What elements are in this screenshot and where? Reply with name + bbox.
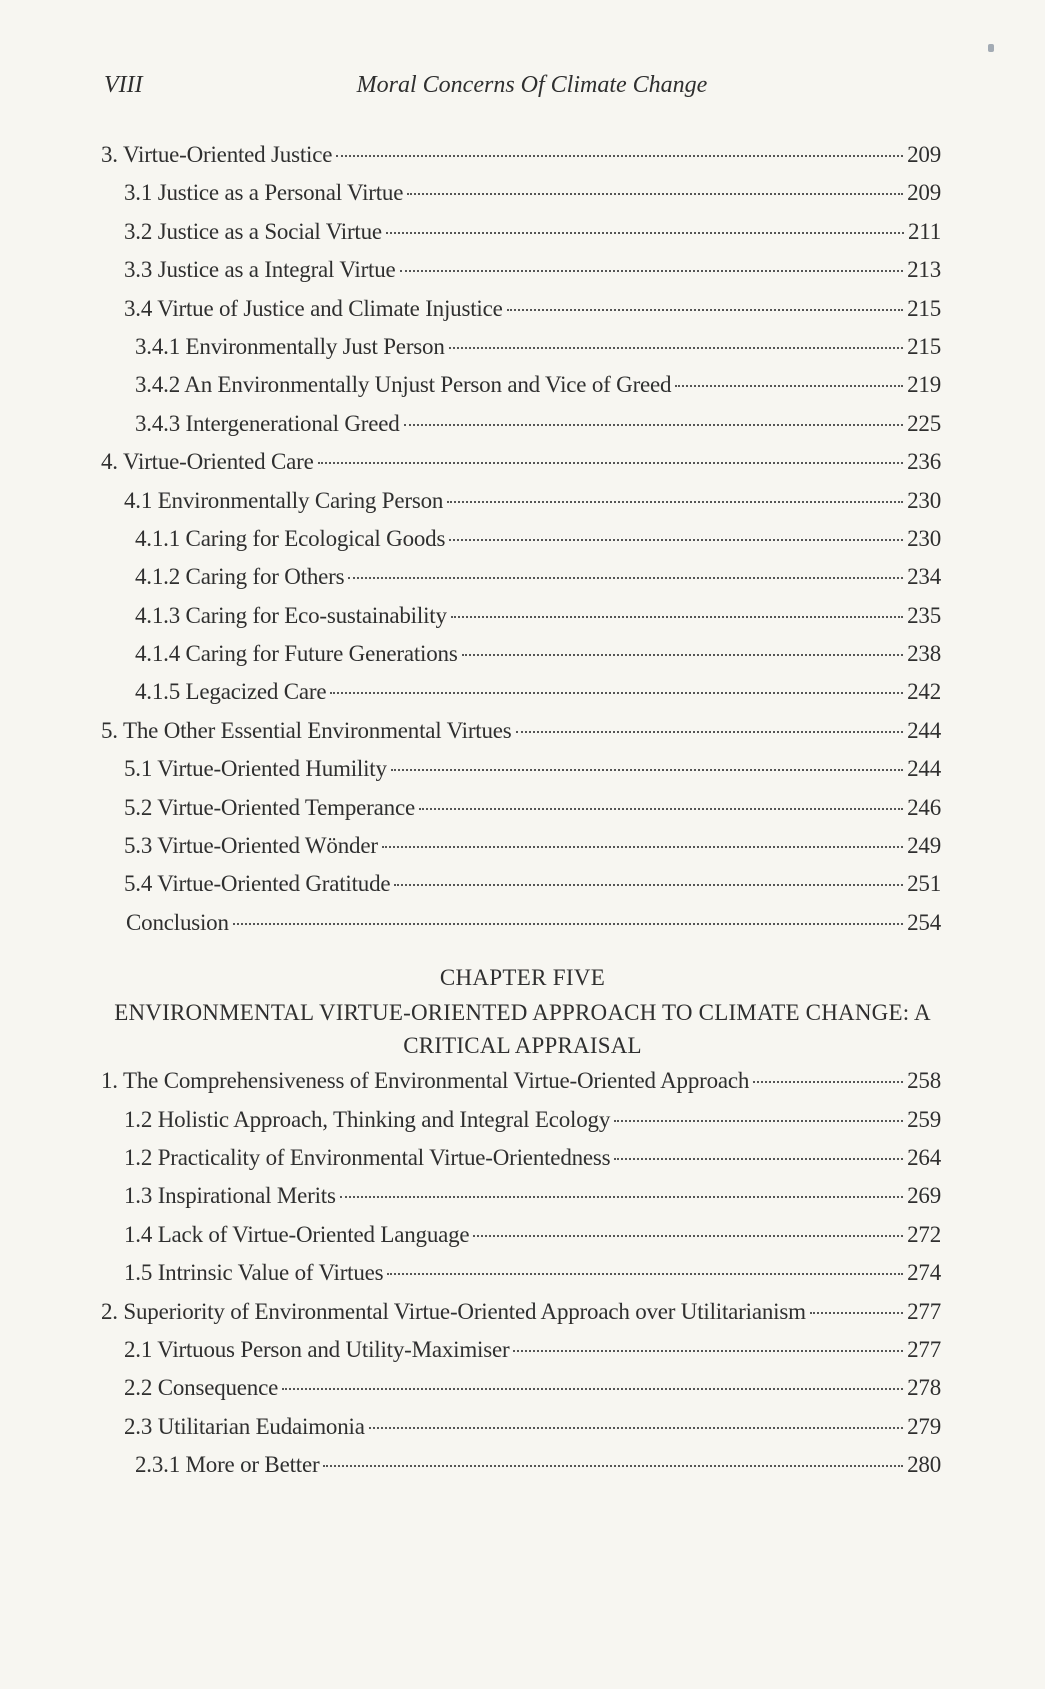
dot-leader xyxy=(387,1273,903,1275)
toc-entry-title: 4.1.1 Caring for Ecological Goods xyxy=(135,525,446,551)
dot-leader xyxy=(404,424,904,426)
toc-entry-page-number: 264 xyxy=(907,1144,941,1170)
dot-leader xyxy=(330,692,903,694)
toc-entry-title: 2. Superiority of Environmental Virtue-Oriented Approach over Utilitarianism xyxy=(101,1298,806,1324)
toc-entry xyxy=(0,219,1045,257)
dot-leader xyxy=(753,1081,903,1083)
dot-leader xyxy=(513,1350,903,1352)
toc-entry-page-number: 213 xyxy=(907,257,941,283)
speck-mark xyxy=(988,44,994,52)
dot-leader xyxy=(407,193,903,195)
toc-entry-page-number: 258 xyxy=(907,1068,941,1094)
toc-section-chapter-five xyxy=(0,1068,1045,1490)
toc-entry xyxy=(0,257,1045,295)
dot-leader xyxy=(614,1120,903,1122)
toc-entry-page-number: 249 xyxy=(907,833,941,859)
running-title: Moral Concerns Of Climate Change xyxy=(356,72,708,98)
toc-entry xyxy=(0,296,1045,334)
toc-entry-title: 4.1.5 Legacized Care xyxy=(135,679,327,705)
toc-entry xyxy=(0,871,1045,909)
toc-entry xyxy=(0,833,1045,871)
dot-leader xyxy=(394,884,903,886)
toc-entry xyxy=(0,180,1045,218)
toc-entry xyxy=(0,1222,1045,1260)
dot-leader xyxy=(318,462,903,464)
toc-entry-page-number: 280 xyxy=(907,1452,941,1478)
toc-entry-page-number: 269 xyxy=(907,1183,941,1209)
toc-entry xyxy=(0,1068,1045,1106)
toc-entry xyxy=(0,1183,1045,1221)
toc-entry-title: Conclusion xyxy=(126,909,229,935)
dot-leader xyxy=(340,1196,903,1198)
toc-entry-title: 2.3 Utilitarian Eudaimonia xyxy=(124,1413,365,1439)
toc-entry-page-number: 277 xyxy=(907,1336,941,1362)
toc-entry xyxy=(0,1337,1045,1375)
toc-entry-title: 1.2 Practicality of Environmental Virtue-Orientedness xyxy=(124,1144,611,1170)
toc-entry-page-number: 244 xyxy=(907,717,941,743)
dot-leader xyxy=(348,577,903,579)
toc-entry xyxy=(0,1145,1045,1183)
toc-entry-title: 3. Virtue-Oriented Justice xyxy=(101,142,333,167)
toc-entry-page-number: 230 xyxy=(907,525,941,551)
toc-entry-title: 5.1 Virtue-Oriented Humility xyxy=(124,756,387,782)
toc-entry-page-number: 215 xyxy=(907,333,941,359)
toc-entry-title: 4. Virtue-Oriented Care xyxy=(101,449,314,475)
toc-entry-title: 4.1 Environmentally Caring Person xyxy=(124,487,444,513)
toc-entry xyxy=(0,1107,1045,1145)
toc-entry xyxy=(0,564,1045,602)
toc-entry-page-number: 225 xyxy=(907,410,941,436)
toc-entry xyxy=(0,411,1045,449)
toc-entry-page-number: 274 xyxy=(907,1260,941,1286)
dot-leader xyxy=(323,1465,903,1467)
toc-entry xyxy=(0,334,1045,372)
toc-entry-title: 1.2 Holistic Approach, Thinking and Integral Ecology xyxy=(124,1106,611,1132)
page-number: VIII xyxy=(104,72,143,98)
dot-leader xyxy=(473,1235,903,1237)
toc-entry-title: 3.4 Virtue of Justice and Climate Injustice xyxy=(124,295,503,321)
toc-entry-page-number: 244 xyxy=(907,756,941,782)
dot-leader xyxy=(282,1388,903,1390)
toc-entry-title: 2.1 Virtuous Person and Utility-Maximiser xyxy=(124,1336,510,1362)
dot-leader xyxy=(675,385,903,387)
toc-entry-title: 1.3 Inspirational Merits xyxy=(124,1183,336,1209)
toc-entry-page-number: 278 xyxy=(907,1375,941,1401)
table-of-contents xyxy=(0,142,1045,1491)
toc-entry-title: 3.4.3 Intergenerational Greed xyxy=(135,410,400,436)
toc-entry xyxy=(0,603,1045,641)
chapter-label: CHAPTER FIVE xyxy=(439,965,606,991)
toc-entry xyxy=(0,641,1045,679)
dot-leader xyxy=(449,539,903,541)
toc-entry-page-number: 209 xyxy=(907,142,941,167)
toc-entry-page-number: 211 xyxy=(907,218,941,244)
toc-entry-page-number: 230 xyxy=(907,487,941,513)
toc-entry-page-number: 209 xyxy=(907,180,941,206)
toc-entry-page-number: 236 xyxy=(907,449,941,475)
toc-entry-title: 3.4.1 Environmentally Just Person xyxy=(135,333,445,359)
toc-entry-page-number: 272 xyxy=(907,1221,941,1247)
toc-entry xyxy=(0,679,1045,717)
chapter-title: ENVIRONMENTAL VIRTUE-ORIENTED APPROACH TO CLIMATE CHANGE: A CRITICAL APPRAISAL xyxy=(114,1000,931,1059)
toc-entry xyxy=(0,718,1045,756)
toc-entry-page-number: 219 xyxy=(907,372,941,398)
toc-entry-page-number: 246 xyxy=(907,794,941,820)
dot-leader xyxy=(400,270,904,272)
toc-entry xyxy=(0,488,1045,526)
dot-leader xyxy=(419,808,903,810)
dot-leader xyxy=(447,501,903,503)
toc-entry-title: 5. The Other Essential Environmental Virtues xyxy=(101,717,512,743)
toc-entry xyxy=(0,142,1045,180)
toc-entry-title: 3.4.2 An Environmentally Unjust Person and Vice of Greed xyxy=(135,372,672,398)
toc-entry-title: 3.1 Justice as a Personal Virtue xyxy=(124,180,404,206)
dot-leader xyxy=(451,616,903,618)
toc-entry-title: 1.5 Intrinsic Value of Virtues xyxy=(124,1260,384,1286)
toc-entry-title: 2.3.1 More or Better xyxy=(135,1452,320,1478)
toc-entry-page-number: 279 xyxy=(907,1413,941,1439)
dot-leader xyxy=(449,347,903,349)
toc-entry-title: 4.1.3 Caring for Eco-sustainability xyxy=(135,602,447,628)
toc-entry-title: 2.2 Consequence xyxy=(124,1375,279,1401)
toc-entry xyxy=(0,1375,1045,1413)
toc-entry-title: 3.3 Justice as a Integral Virtue xyxy=(124,257,396,283)
toc-entry-title: 1. The Comprehensiveness of Environmental Virtue-Oriented Approach xyxy=(101,1068,750,1094)
dot-leader xyxy=(233,923,903,925)
toc-entry-title: 4.1.4 Caring for Future Generations xyxy=(135,641,458,667)
toc-entry-page-number: 251 xyxy=(907,871,941,897)
chapter-heading xyxy=(0,960,1045,1062)
toc-entry-page-number: 234 xyxy=(907,564,941,590)
toc-entry-title: 4.1.2 Caring for Others xyxy=(135,564,345,590)
dot-leader xyxy=(369,1427,903,1429)
toc-entry-page-number: 254 xyxy=(907,909,941,935)
dot-leader xyxy=(810,1312,903,1314)
toc-entry-page-number: 235 xyxy=(907,602,941,628)
dot-leader xyxy=(507,309,904,311)
toc-entry-title: 3.2 Justice as a Social Virtue xyxy=(124,218,382,244)
dot-leader xyxy=(391,769,903,771)
toc-entry xyxy=(0,1260,1045,1298)
toc-entry-title: 5.3 Virtue-Oriented Wönder xyxy=(124,833,378,859)
toc-entry xyxy=(0,910,1045,948)
toc-entry-page-number: 277 xyxy=(907,1298,941,1324)
toc-entry xyxy=(0,1414,1045,1452)
toc-entry xyxy=(0,526,1045,564)
dot-leader xyxy=(462,654,904,656)
running-header xyxy=(104,72,940,108)
toc-entry-page-number: 238 xyxy=(907,641,941,667)
dot-leader xyxy=(614,1158,903,1160)
dot-leader xyxy=(382,846,903,848)
toc-entry xyxy=(0,1299,1045,1337)
toc-entry-title: 5.2 Virtue-Oriented Temperance xyxy=(124,794,415,820)
toc-entry xyxy=(0,795,1045,833)
toc-entry-title: 1.4 Lack of Virtue-Oriented Language xyxy=(124,1221,470,1247)
toc-entry xyxy=(0,372,1045,410)
toc-section-chapter-four xyxy=(0,142,1045,948)
toc-entry-title: 5.4 Virtue-Oriented Gratitude xyxy=(124,871,391,897)
toc-entry-page-number: 215 xyxy=(907,295,941,321)
toc-entry-page-number: 242 xyxy=(907,679,941,705)
dot-leader xyxy=(516,731,904,733)
toc-entry xyxy=(0,1452,1045,1490)
dot-leader xyxy=(336,155,903,157)
toc-entry xyxy=(0,449,1045,487)
toc-entry xyxy=(0,756,1045,794)
toc-entry-page-number: 259 xyxy=(907,1106,941,1132)
dot-leader xyxy=(386,232,904,234)
